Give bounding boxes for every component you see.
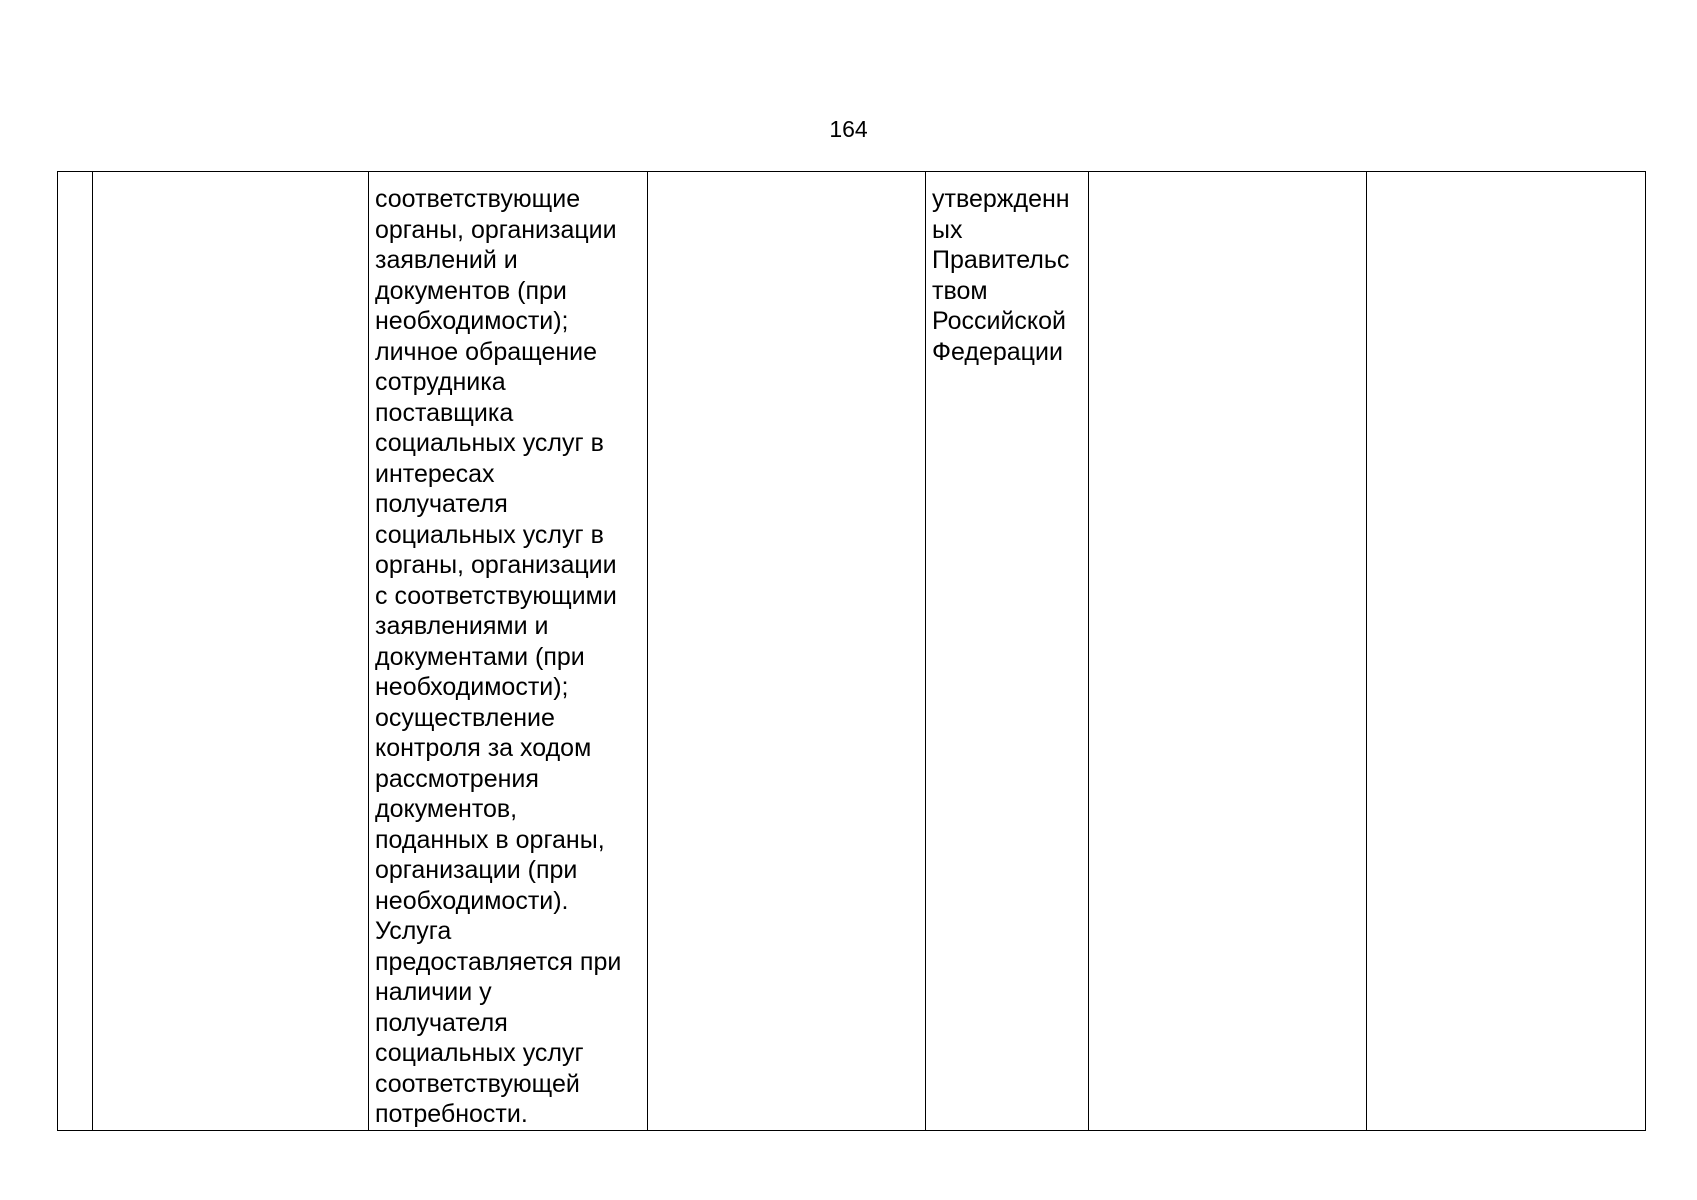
table-cell-service-description — [369, 172, 648, 1131]
table-cell-number — [58, 172, 93, 1131]
table-row — [58, 172, 1646, 1131]
table-cell-column-6 — [1089, 172, 1367, 1131]
table-cell-column-5 — [926, 172, 1089, 1131]
cell-text: утвержденн ых Правительс твом Российской Федерации — [932, 185, 1070, 366]
page-number: 164 — [829, 116, 868, 142]
table-cell-column-4 — [648, 172, 926, 1131]
cell-text: соответствующие органы, организации заявлений и документов (при необходимости); личное обращение сотрудника поставщика социальных услуг в интересах получателя социальных услуг в органы, организации с соответствующими заявлениями и документами (при необходимости); осуществление контроля за ходом рассмотрения документов, поданных в органы, организации (при необходимости). Услуга предоставляется при наличии у получателя социальных услуг соответствующей потребности. — [375, 185, 622, 1128]
table-cell-service-name — [93, 172, 369, 1131]
document-table — [57, 171, 1646, 1131]
table-cell-column-7 — [1367, 172, 1646, 1131]
